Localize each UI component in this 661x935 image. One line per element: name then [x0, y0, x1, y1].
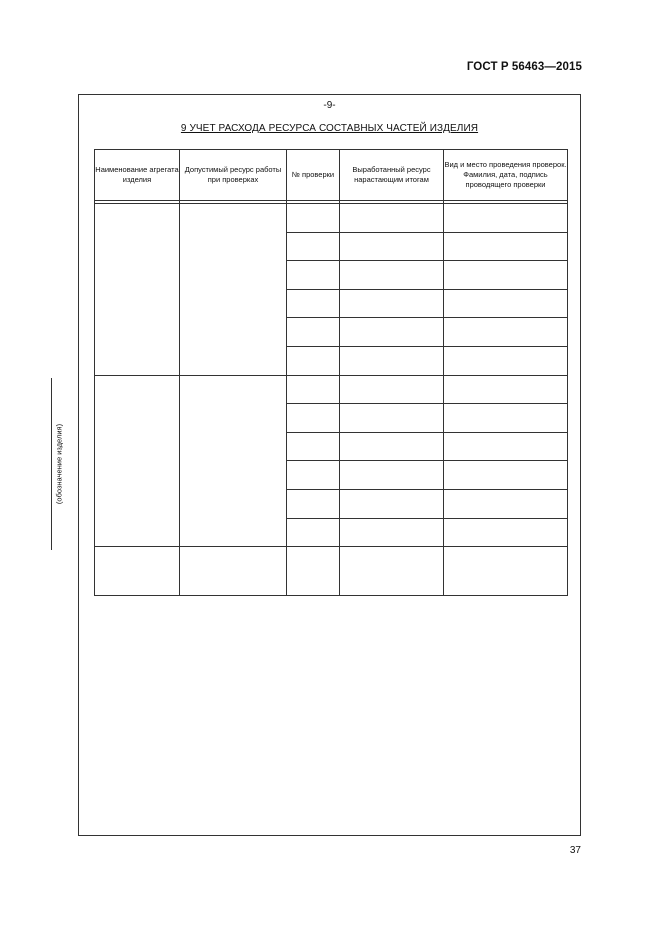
used-resource-cell	[340, 318, 444, 347]
check-details-cell	[444, 404, 568, 433]
check-details-cell	[444, 346, 568, 375]
check-number-cell	[287, 432, 340, 461]
product-designation-label: (обозначение изделия)	[54, 423, 64, 505]
used-resource-cell	[340, 346, 444, 375]
table-row	[95, 204, 568, 233]
used-resource-cell	[340, 289, 444, 318]
used-resource-cell	[340, 261, 444, 290]
table-header-row	[95, 150, 568, 201]
allowed-resource-cell	[180, 204, 287, 376]
check-details-cell	[444, 461, 568, 490]
side-divider-line	[51, 378, 52, 550]
check-details-cell	[444, 432, 568, 461]
section-title: 9 УЧЕТ РАСХОДА РЕСУРСА СОСТАВНЫХ ЧАСТЕЙ ИЗДЕЛИЯ	[180, 123, 479, 134]
check-number-cell	[287, 318, 340, 347]
resource-accounting-table	[94, 149, 568, 596]
check-number-cell	[287, 489, 340, 518]
check-details-cell	[444, 289, 568, 318]
page-number: 37	[569, 845, 581, 856]
column-header-used-resource: Выработанный ресурс нарастающим итогам	[340, 150, 444, 201]
check-number-cell	[287, 232, 340, 261]
used-resource-cell	[340, 489, 444, 518]
column-header-check-details: Вид и место проведения проверок. Фамилия, дата, подпись проводящего проверки	[444, 150, 568, 201]
check-number-cell	[287, 204, 340, 233]
column-header-unit-name: Наименование агрегата изделия	[95, 150, 180, 201]
unit-name-cell	[95, 204, 180, 376]
check-details-cell	[444, 547, 568, 596]
table-body	[95, 204, 568, 596]
used-resource-cell	[340, 518, 444, 547]
check-number-cell	[287, 289, 340, 318]
check-number-cell	[287, 404, 340, 433]
check-details-cell	[444, 318, 568, 347]
used-resource-cell	[340, 232, 444, 261]
check-number-cell	[287, 261, 340, 290]
allowed-resource-cell	[180, 547, 287, 596]
check-details-cell	[444, 232, 568, 261]
table-row	[95, 547, 568, 596]
check-number-cell	[287, 518, 340, 547]
check-details-cell	[444, 204, 568, 233]
check-number-cell	[287, 375, 340, 404]
used-resource-cell	[340, 432, 444, 461]
check-number-cell	[287, 346, 340, 375]
used-resource-cell	[340, 461, 444, 490]
form-page-number: -9-	[323, 100, 336, 111]
unit-name-cell	[95, 375, 180, 547]
document-code: ГОСТ Р 56463—2015	[466, 61, 582, 73]
check-details-cell	[444, 518, 568, 547]
table-row	[95, 375, 568, 404]
used-resource-cell	[340, 404, 444, 433]
column-header-check-number: № проверки	[287, 150, 340, 201]
check-number-cell	[287, 547, 340, 596]
column-header-allowed-resource: Допустимый ресурс работы при проверках	[180, 150, 287, 201]
used-resource-cell	[340, 204, 444, 233]
allowed-resource-cell	[180, 375, 287, 547]
check-number-cell	[287, 461, 340, 490]
unit-name-cell	[95, 547, 180, 596]
check-details-cell	[444, 261, 568, 290]
used-resource-cell	[340, 547, 444, 596]
check-details-cell	[444, 489, 568, 518]
check-details-cell	[444, 375, 568, 404]
used-resource-cell	[340, 375, 444, 404]
